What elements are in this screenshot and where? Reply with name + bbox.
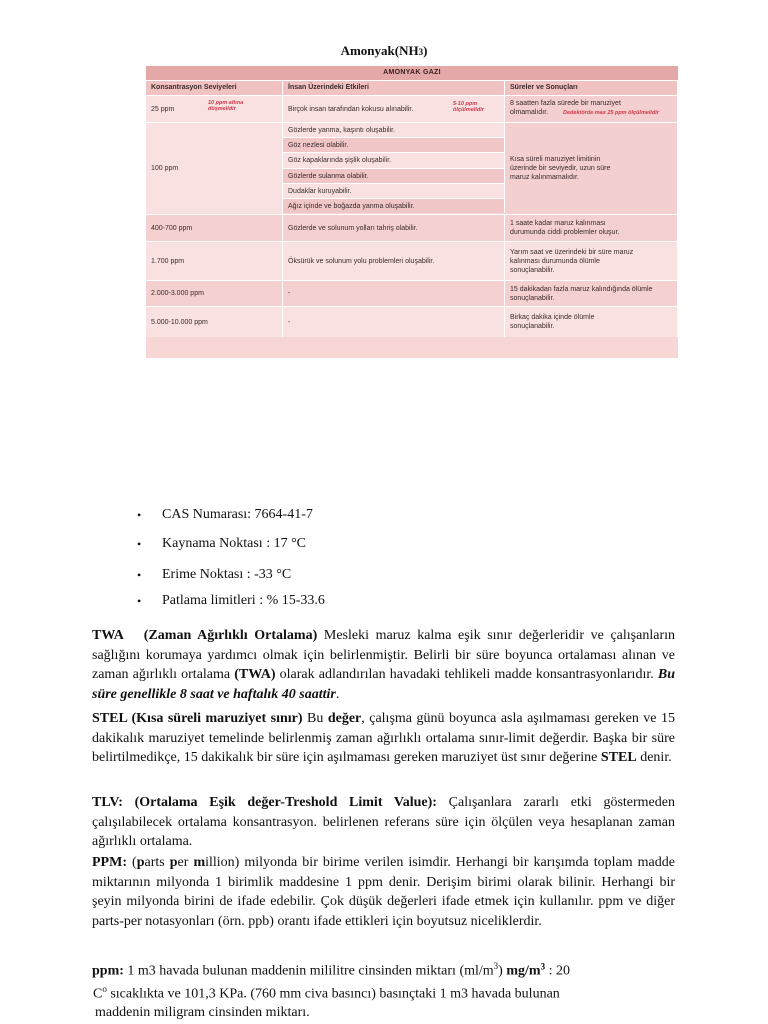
row-400-level	[146, 214, 283, 241]
row-5000-effect	[283, 306, 505, 337]
list-item	[135, 534, 325, 565]
row-400-effect	[283, 214, 505, 241]
row-25-effect	[283, 95, 505, 122]
twa-end: .	[335, 686, 340, 702]
level-note: 10 ppm altına düşmelidir	[208, 100, 244, 112]
row-25-level	[146, 95, 283, 122]
twa-paragraph	[92, 626, 675, 704]
effect-line: Göz kapaklarında şişlik oluşabilir.	[283, 152, 505, 167]
twa-text: olarak adlandırılan havadaki tehlikeli madde konsantrasyonlarıdır.	[275, 667, 658, 682]
row-1700-level	[146, 241, 283, 280]
ppm-paragraph	[92, 853, 675, 931]
ppm-text: arts	[144, 855, 170, 870]
bullet-icon: •	[137, 594, 142, 608]
ppm-definition-line1	[92, 957, 675, 981]
ppm2-text: : 20	[545, 963, 570, 979]
ppm-text: er	[177, 855, 194, 870]
effect-line: Göz nezlesi olabilir.	[283, 137, 505, 152]
row-100-result	[505, 122, 678, 214]
effect-line: Gözlerde sulanma olabilir.	[283, 168, 505, 183]
effect-text: Birçok insan tarafından kokusu alınabilir.	[288, 105, 414, 113]
title-close: )	[423, 43, 428, 58]
stel-text: Bu	[302, 711, 328, 726]
tlv-text: Çalışanlara zararlı etki göstermeden çalışılabilecek ortalama konsantrasyon. belirlenen referans süre için ölçülen veya hesaplanan zaman ağırlıklı ortalama.	[92, 795, 675, 849]
list-item	[135, 591, 325, 620]
level-text: 400-700 ppm	[151, 224, 193, 232]
ppm-letter: p	[136, 855, 145, 870]
list-item-text: Erime Noktası : -33 °C	[162, 567, 292, 582]
twa-term: TWA	[92, 628, 124, 643]
result-text: Yarım saat ve üzerindeki bir süre maruz kalınması durumunda ölümle sonuçlanabilir.	[510, 248, 634, 274]
twa-abbr: (TWA)	[234, 667, 276, 682]
ppm2-unit: mg/m	[506, 963, 541, 979]
stel-paragraph	[92, 709, 675, 768]
effect-line: Dudaklar kuruyabilir.	[283, 183, 505, 198]
bullet-icon: •	[137, 537, 142, 551]
level-text: 5.000-10.000 ppm	[151, 318, 208, 326]
header-effects: İnsan Üzerindeki Etkileri	[283, 80, 505, 95]
stel-text: , çalışma günü boyunca asla aşılmaması gereken ve 15 dakikalık maruziyet temelinde belirlenmiş zaman ağırlıklı ortalama sınır-limit değerdir. Başka bir süre belirtilmedikçe, 15 dakikalık bir süre için aşılmaması gereken maruziyet üst sınır değerine	[92, 711, 675, 765]
row-100-level	[146, 122, 283, 214]
ppm-letter: p	[169, 855, 178, 870]
page-title	[0, 43, 768, 59]
list-item-text: Patlama limitleri : % 15-33.6	[162, 593, 325, 608]
bullet-icon: •	[137, 508, 142, 522]
result-text: 1 saate kadar maruz kalınması durumunda ciddi problemler oluşur.	[510, 220, 620, 236]
tlv-term: TLV: (Ortalama Eşik değer-Treshold Limit Value):	[92, 795, 437, 810]
tlv-paragraph	[92, 793, 675, 852]
ppm2-sup: 3	[493, 961, 499, 971]
ppm2-sup: 3	[540, 961, 546, 971]
row-5000-level	[146, 306, 283, 337]
list-item-text: Kaynama Noktası : 17 °C	[162, 536, 307, 551]
ppm-text: illion) milyonda bir birime verilen isimdir. Herhangi bir karışımda toplam madde miktarının milyonda 1 birimlik maddesine 1 ppm denir. Derişim birimi olarak bilinir. Herhangi bir şeyin milyonda birini de ifade edebilir. Çok düşük değerleri ifade etmek için kullanılır. ppm ve diğer parts-per notasyonları (örn. ppb) orantı ifade ettikleri için boyutsuz niceliklerdir.	[92, 855, 675, 929]
level-text: 1.700 ppm	[151, 257, 185, 265]
list-item-text: CAS Numarası: 7664-41-7	[162, 507, 313, 522]
stel-term: STEL (Kısa süreli maruziyet sınır)	[92, 711, 303, 726]
table-banner: AMONYAK GAZI	[146, 66, 678, 80]
row-2000-effect	[283, 280, 505, 306]
title-text: Amonyak(NH	[340, 43, 419, 58]
row-1700-effect	[283, 241, 505, 280]
row-400-result	[505, 214, 678, 241]
stel-end: denir.	[636, 750, 672, 765]
row-5000-result	[505, 306, 678, 337]
effect-line: Gözlerde yanma, kaşıntı oluşabilir.	[283, 122, 505, 137]
row-100-effects	[283, 122, 505, 214]
ppm2-term: ppm:	[92, 963, 124, 979]
effect-line: Ağız içinde ve boğazda yanma oluşabilir.	[283, 198, 505, 213]
stel-bold-word: değer	[327, 711, 362, 726]
result-text: Kısa süreli maruziyet limitinin üzerinde bir seviyedir, uzun süre maruz kalınmamalıdır.	[510, 156, 611, 181]
header-durations: Süreler ve Sonuçları	[505, 80, 678, 95]
effect-text: -	[288, 318, 291, 326]
ppm-definition-line2	[93, 980, 676, 1004]
ppm-text: (	[126, 855, 137, 870]
table-grid	[146, 80, 678, 337]
list-item	[135, 565, 325, 591]
result-note: Dedektörde max 25 ppm ölçülmelidir	[563, 110, 659, 116]
row-25-result	[505, 95, 678, 122]
result-text: 15 dakikadan fazla maruz kalındığında ölümle sonuçlanabilir.	[510, 285, 653, 302]
header-concentration: Konsantrasyon Seviyeleri	[146, 80, 283, 95]
ppm-letter: m	[193, 855, 206, 870]
property-list	[135, 505, 325, 620]
ppm2-text: 1 m3 havada bulunan maddenin mililitre cinsinden miktarı (ml/m	[123, 963, 494, 979]
effect-text: Gözlerde ve solunum yolları tahriş olabilir.	[288, 224, 418, 232]
ppm2-text: )	[498, 963, 507, 979]
row-1700-result	[505, 241, 678, 280]
list-item	[135, 505, 325, 534]
result-text: 8 saatten fazla sürede bir maruziyet olmamalıdır.	[510, 100, 621, 116]
row-2000-result	[505, 280, 678, 306]
effect-text: -	[288, 290, 291, 297]
result-text: Birkaç dakika içinde ölümle sonuçlanabilir.	[510, 314, 595, 330]
ppm2-sup: o	[102, 984, 107, 994]
stel-abbr: STEL	[600, 750, 637, 765]
row-2000-level	[146, 280, 283, 306]
ppm-definition-line3: maddenin miligram cinsinden miktarı.	[95, 1005, 310, 1020]
level-text: 25 ppm	[151, 105, 175, 113]
twa-text: Mesleki maruz kalma eşik sınır değerleridir ve çalışanların sağlığını korumaya yardımcı olmak için belirlenmiştir. Belirli bir süre boyunca ortalaması alınan ve zaman ağırlıklı ortalama	[92, 628, 675, 682]
ppm2-text: C	[93, 986, 103, 1002]
ammonia-effects-table	[146, 66, 678, 358]
effect-text: Öksürük ve solunum yolu problemleri oluşabilir.	[288, 257, 435, 265]
twa-term-full: (Zaman Ağırlıklı Ortalama)	[143, 628, 318, 643]
ppm-term: PPM:	[92, 855, 127, 870]
twa-emphasis: Bu süre genellikle 8 saat ve haftalık 40 saattir	[92, 667, 675, 702]
ppm2-text: sıcaklıkta ve 101,3 KPa. (760 mm civa basıncı) basınçtaki 1 m3 havada bulunan	[106, 986, 560, 1002]
title-subscript: 3	[418, 47, 424, 57]
level-text: 100 ppm	[151, 165, 179, 172]
effect-note: 5-10 ppm ölçülmelidir	[453, 101, 484, 113]
bullet-icon: •	[137, 568, 142, 582]
level-text: 2.000-3.000 ppm	[151, 290, 204, 297]
